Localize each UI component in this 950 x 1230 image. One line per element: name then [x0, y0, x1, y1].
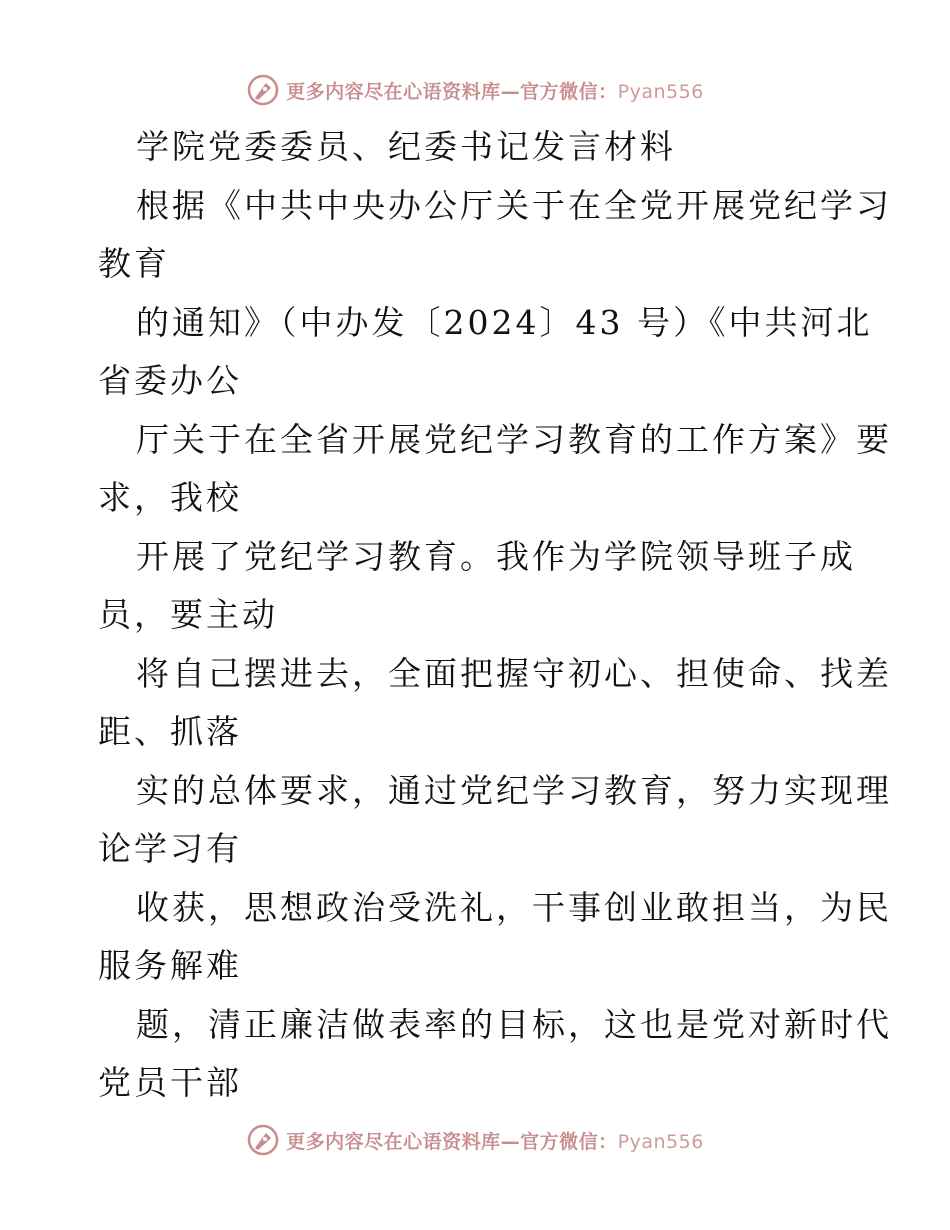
- text-line: 开展了党纪学习教育。我作为学院领导班子成: [136, 536, 856, 576]
- pen-nib-logo-icon: [246, 1123, 280, 1157]
- watermark-text: 更多内容尽在心语资料库—官方微信：Pyan556: [286, 1130, 704, 1153]
- text-line: 实的总体要求，通过党纪学习教育，努力实现理: [136, 770, 892, 810]
- text-line: 论学习有: [98, 829, 242, 868]
- footer-watermark: [0, 1120, 950, 1160]
- text-line: 员，要主动: [98, 595, 278, 634]
- text-line: 题，清正廉洁做表率的目标，这也是党对新时代: [136, 1004, 892, 1044]
- text-line: 党员干部: [98, 1063, 242, 1102]
- watermark-text: 更多内容尽在心语资料库—官方微信：Pyan556: [286, 80, 704, 103]
- document-body: [98, 118, 892, 1113]
- text-line: 的通知》（中办发〔2024〕43 号）《中共河北: [136, 302, 873, 342]
- pen-nib-logo-icon: [246, 73, 280, 107]
- watermark-account: Pyan556: [617, 80, 704, 103]
- watermark-account: Pyan556: [617, 1130, 704, 1153]
- text-line: 距、抓落: [98, 712, 242, 751]
- text-line: 求，我校: [98, 478, 242, 517]
- text-line: 服务解难: [98, 946, 242, 985]
- header-watermark: [0, 70, 950, 110]
- text-line: 收获，思想政治受洗礼，干事创业敢担当，为民: [136, 887, 892, 927]
- text-line: 厅关于在全省开展党纪学习教育的工作方案》要: [136, 419, 892, 459]
- text-line: 省委办公: [98, 361, 242, 400]
- text-line: 学院党委委员、纪委书记发言材料: [136, 127, 676, 166]
- text-line: 根据《中共中央办公厅关于在全党开展党纪学习: [136, 185, 892, 225]
- text-line: 将自己摆进去，全面把握守初心、担使命、找差: [136, 653, 892, 693]
- text-line: 教育: [98, 244, 170, 283]
